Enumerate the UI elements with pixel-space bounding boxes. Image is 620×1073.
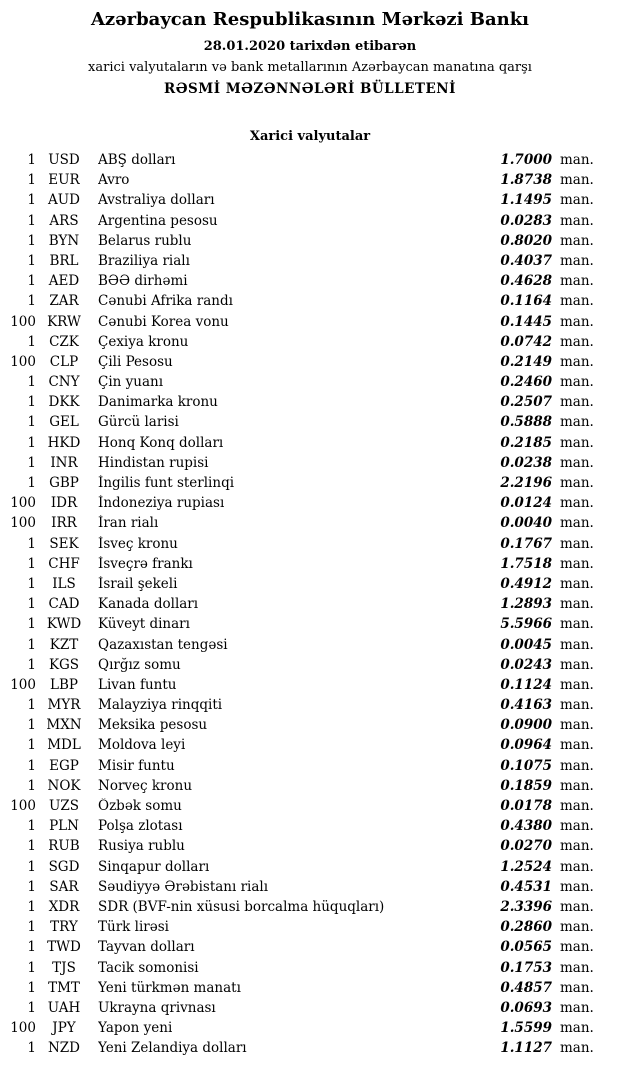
currency-name: Tacik somonisi [98,959,199,976]
unit-label: man. [560,596,594,613]
quantity: 1 [27,878,36,895]
table-row [0,980,620,1000]
rate-value: 0.2460 [500,374,552,391]
currency-name: İngilis funt sterlinqi [98,475,235,491]
unit-label: man. [560,252,594,269]
unit-label: man. [560,697,594,714]
currency-name: Argentina pesosu [98,212,218,229]
currency-code: IRR [51,515,77,532]
rate-value: 0.1075 [500,757,552,774]
currency-name: Küveyt dinarı [98,616,190,633]
rate-value: 1.2524 [500,858,552,875]
table-row [0,354,620,374]
rate-value: 0.8020 [500,232,552,249]
quantity: 1 [27,555,36,572]
quantity: 1 [27,697,36,714]
rate-value: 0.4857 [500,979,552,996]
table-row [0,637,620,657]
rate-value: 0.5888 [500,414,552,431]
table-row [0,172,620,192]
quantity: 1 [27,999,36,1016]
currency-name: Belarus rublu [98,232,192,249]
rates-table [0,152,620,1060]
currency-code: CAD [48,596,80,613]
currency-name: BƏƏ dirhəmi [98,273,188,290]
currency-name: Moldova leyi [98,737,186,754]
currency-code: IDR [50,495,78,512]
quantity: 100 [10,515,36,532]
unit-label: man. [560,515,594,532]
table-row [0,616,620,636]
unit-label: man. [560,717,594,734]
table-row [0,879,620,899]
currency-name: Qırğız somu [98,656,181,673]
table-row [0,818,620,838]
table-row [0,495,620,515]
currency-name: Livan funtu [98,676,177,693]
rate-value: 0.1445 [500,313,552,330]
rate-value: 0.4628 [500,273,552,290]
quantity: 1 [27,616,36,633]
rate-value: 0.2860 [500,919,552,936]
rate-value: 0.0040 [500,515,552,532]
currency-code: XDR [48,898,80,915]
unit-label: man. [560,293,594,310]
unit-label: man. [560,535,594,552]
quantity: 1 [27,777,36,794]
quantity: 1 [27,717,36,734]
rate-value: 0.1767 [500,535,552,552]
table-row [0,515,620,535]
quantity: 1 [27,979,36,996]
currency-name: Səudiyyə Ərəbistanı rialı [98,878,269,895]
currency-name: Çexiya kronu [98,333,189,350]
table-row [0,939,620,959]
unit-label: man. [560,757,594,774]
rate-value: 0.0238 [500,454,552,471]
unit-label: man. [560,616,594,633]
currency-name: Yeni türkmən manatı [98,979,241,996]
table-row [0,758,620,778]
rate-value: 0.4531 [500,878,552,895]
rate-value: 0.0964 [500,737,552,754]
table-row [0,596,620,616]
table-row [0,253,620,273]
unit-label: man. [560,737,594,754]
table-row [0,273,620,293]
quantity: 1 [27,858,36,875]
unit-label: man. [560,434,594,451]
unit-label: man. [560,898,594,915]
rate-value: 0.4912 [500,575,552,592]
rate-value: 0.0243 [500,656,552,673]
quantity: 1 [27,394,36,411]
rate-value: 0.4037 [500,252,552,269]
rate-value: 0.0178 [500,798,552,814]
table-row [0,1040,620,1060]
currency-code: BRL [49,252,79,269]
quantity: 1 [27,232,36,249]
table-row [0,717,620,737]
table-row [0,314,620,334]
currency-name: İsveç kronu [98,535,178,552]
quantity: 1 [27,293,36,310]
bulletin-title: RƏSMİ MƏZƏNNƏLƏRİ BÜLLETENİ [164,81,456,97]
quantity: 1 [27,757,36,774]
rate-value: 1.1495 [500,192,552,209]
rate-value: 5.5966 [500,616,552,633]
quantity: 1 [27,434,36,451]
quantity: 1 [27,939,36,956]
quantity: 100 [10,676,36,693]
unit-label: man. [560,575,594,592]
unit-label: man. [560,333,594,350]
table-row [0,414,620,434]
rate-value: 0.1164 [500,293,552,310]
currency-name: Ukrayna qrivnası [98,999,216,1016]
rate-value: 0.0045 [500,636,552,653]
rate-value: 0.0270 [500,838,552,855]
quantity: 1 [27,414,36,431]
quantity: 1 [27,152,36,168]
table-row [0,233,620,253]
currency-name: İran rialı [98,515,159,532]
table-row [0,152,620,172]
quantity: 1 [27,596,36,613]
currency-code: MYR [47,697,81,714]
currency-code: ARS [49,212,79,229]
rate-value: 0.0283 [500,212,552,229]
currency-name: Gürcü larisi [98,414,179,431]
quantity: 1 [27,273,36,290]
rate-value: 0.0124 [500,495,552,512]
unit-label: man. [560,313,594,330]
currency-code: TWD [47,939,81,956]
quantity: 1 [27,252,36,269]
unit-label: man. [560,232,594,249]
currency-name: İsrail şekeli [98,575,178,592]
unit-label: man. [560,475,594,491]
currency-code: MDL [47,737,81,754]
currency-code: PLN [49,818,79,835]
currency-code: EGP [49,757,79,774]
table-row [0,334,620,354]
currency-name: Hindistan rupisi [98,454,209,471]
table-row [0,960,620,980]
quantity: 1 [27,172,36,189]
currency-code: LBP [50,676,78,693]
table-row [0,576,620,596]
quantity: 100 [10,313,36,330]
currency-code: INR [50,454,78,471]
currency-name: Danimarka kronu [98,394,218,411]
rate-value: 0.1859 [500,777,552,794]
table-row [0,475,620,495]
unit-label: man. [560,999,594,1016]
rate-value: 1.7518 [500,555,552,572]
currency-name: Avro [98,172,130,189]
table-row [0,798,620,818]
currency-code: KGS [48,656,80,673]
rate-value: 1.5599 [500,1020,552,1037]
unit-label: man. [560,636,594,653]
currency-name: Norveç kronu [98,777,193,794]
currency-name: Misir funtu [98,757,175,774]
quantity: 100 [10,495,36,512]
currency-code: UAH [47,999,81,1016]
unit-label: man. [560,273,594,290]
table-row [0,838,620,858]
quantity: 1 [27,838,36,855]
currency-name: Avstraliya dolları [98,192,215,209]
currency-code: CNY [48,374,80,391]
currency-name: Cənubi Afrika randı [98,293,233,310]
section-title-foreign-currencies: Xarici valyutalar [249,129,371,144]
quantity: 1 [27,636,36,653]
currency-code: USD [48,152,80,168]
quantity: 1 [27,535,36,552]
currency-name: Qazaxıstan tengəsi [98,636,228,653]
table-row [0,899,620,919]
unit-label: man. [560,172,594,189]
currency-code: SGD [48,858,80,875]
unit-label: man. [560,858,594,875]
currency-code: AUD [48,192,80,209]
unit-label: man. [560,656,594,673]
table-row [0,919,620,939]
page-title: Azərbaycan Respublikasının Mərkəzi Bankı [90,9,530,30]
unit-label: man. [560,495,594,512]
currency-code: HKD [47,434,81,451]
currency-code: GBP [49,475,79,491]
currency-name: Malayziya rinqqiti [98,697,223,714]
currency-code: CHF [48,555,80,572]
currency-code: SAR [49,878,79,895]
currency-code: BYN [48,232,80,249]
quantity: 1 [27,656,36,673]
unit-label: man. [560,152,594,168]
unit-label: man. [560,959,594,976]
quantity: 100 [10,1020,36,1037]
currency-name: Kanada dolları [98,596,199,613]
currency-name: Cənubi Korea vonu [98,313,229,330]
currency-code: DKK [48,394,80,411]
rate-value: 0.0742 [500,333,552,350]
currency-code: EUR [48,172,80,189]
rate-value: 2.3396 [500,898,552,915]
currency-code: ILS [52,575,76,592]
quantity: 1 [27,212,36,229]
rate-value: 0.2507 [500,394,552,411]
currency-name: Türk lirəsi [98,919,169,936]
table-row [0,859,620,879]
rate-value: 1.8738 [500,172,552,189]
table-row [0,293,620,313]
currency-code: TJS [52,959,76,976]
table-row [0,1000,620,1020]
rate-value: 1.1127 [500,1040,552,1057]
quantity: 1 [27,192,36,209]
currency-code: ZAR [49,293,79,310]
currency-name: Yeni Zelandiya dolları [98,1040,247,1057]
table-row [0,374,620,394]
table-row [0,536,620,556]
table-row [0,435,620,455]
quantity: 1 [27,575,36,592]
quantity: 1 [27,818,36,835]
unit-label: man. [560,818,594,835]
unit-label: man. [560,1040,594,1057]
rate-value: 0.1124 [500,676,552,693]
currency-name: Çili Pesosu [98,353,173,370]
rate-value: 0.4380 [500,818,552,835]
table-row [0,778,620,798]
currency-name: Honq Konq dolları [98,434,224,451]
quantity: 1 [27,374,36,391]
currency-code: NOK [47,777,81,794]
unit-label: man. [560,838,594,855]
currency-code: KWD [46,616,82,633]
unit-label: man. [560,414,594,431]
currency-code: TRY [50,919,78,936]
unit-label: man. [560,192,594,209]
quantity: 1 [27,919,36,936]
rate-value: 1.2893 [500,596,552,613]
quantity: 1 [27,333,36,350]
table-row [0,1020,620,1040]
table-row [0,697,620,717]
unit-label: man. [560,979,594,996]
unit-label: man. [560,798,594,814]
currency-name: Rusiya rublu [98,838,185,855]
document-subtitle: xarici valyutaların və bank metallarının Azərbaycan manatına qarşı [88,60,532,75]
table-row [0,192,620,212]
unit-label: man. [560,212,594,229]
quantity: 1 [27,959,36,976]
currency-name: SDR (BVF-nin xüsusi borcalma hüquqları) [98,898,385,915]
rate-value: 0.4163 [500,697,552,714]
currency-name: Braziliya rialı [98,252,190,269]
effective-date: 28.01.2020 tarixdən etibarən [203,39,417,54]
currency-code: SEK [49,535,79,552]
currency-code: MXN [46,717,82,734]
currency-name: Meksika pesosu [98,717,208,734]
currency-name: Polşa zlotası [98,818,183,835]
currency-code: UZS [48,798,79,814]
unit-label: man. [560,374,594,391]
currency-code: CZK [49,333,79,350]
currency-name: Çin yuanı [98,374,164,391]
rate-value: 0.2185 [500,434,552,451]
currency-name: Özbək somu [98,798,182,814]
currency-code: JPY [52,1020,76,1037]
quantity: 1 [27,475,36,491]
unit-label: man. [560,939,594,956]
currency-name: Tayvan dolları [98,939,195,956]
currency-code: NZD [47,1040,81,1057]
table-row [0,737,620,757]
unit-label: man. [560,394,594,411]
currency-code: RUB [48,838,80,855]
table-row [0,677,620,697]
unit-label: man. [560,777,594,794]
unit-label: man. [560,878,594,895]
quantity: 100 [10,353,36,370]
quantity: 100 [10,798,36,814]
currency-name: Yapon yeni [98,1020,173,1037]
currency-name: Sinqapur dolları [98,858,210,875]
table-row [0,394,620,414]
quantity: 1 [27,898,36,915]
currency-code: KZT [49,636,79,653]
table-row [0,455,620,475]
unit-label: man. [560,676,594,693]
rate-value: 0.1753 [500,959,552,976]
rate-value: 2.2196 [500,475,552,491]
table-row [0,556,620,576]
currency-name: İndoneziya rupiası [98,495,225,512]
currency-code: TMT [48,979,80,996]
rate-value: 0.0565 [500,939,552,956]
unit-label: man. [560,454,594,471]
currency-code: GEL [49,414,79,431]
unit-label: man. [560,1020,594,1037]
quantity: 1 [27,737,36,754]
unit-label: man. [560,353,594,370]
quantity: 1 [27,1040,36,1057]
unit-label: man. [560,919,594,936]
rate-value: 1.7000 [500,152,552,168]
currency-code: KRW [47,313,81,330]
currency-name: İsveçrə frankı [98,555,193,572]
currency-name: ABŞ dolları [98,152,176,168]
table-row [0,213,620,233]
rate-value: 0.0693 [500,999,552,1016]
rate-value: 0.0900 [500,717,552,734]
currency-code: CLP [49,353,79,370]
quantity: 1 [27,454,36,471]
table-row [0,657,620,677]
rate-value: 0.2149 [500,353,552,370]
unit-label: man. [560,555,594,572]
currency-code: AED [48,273,80,290]
